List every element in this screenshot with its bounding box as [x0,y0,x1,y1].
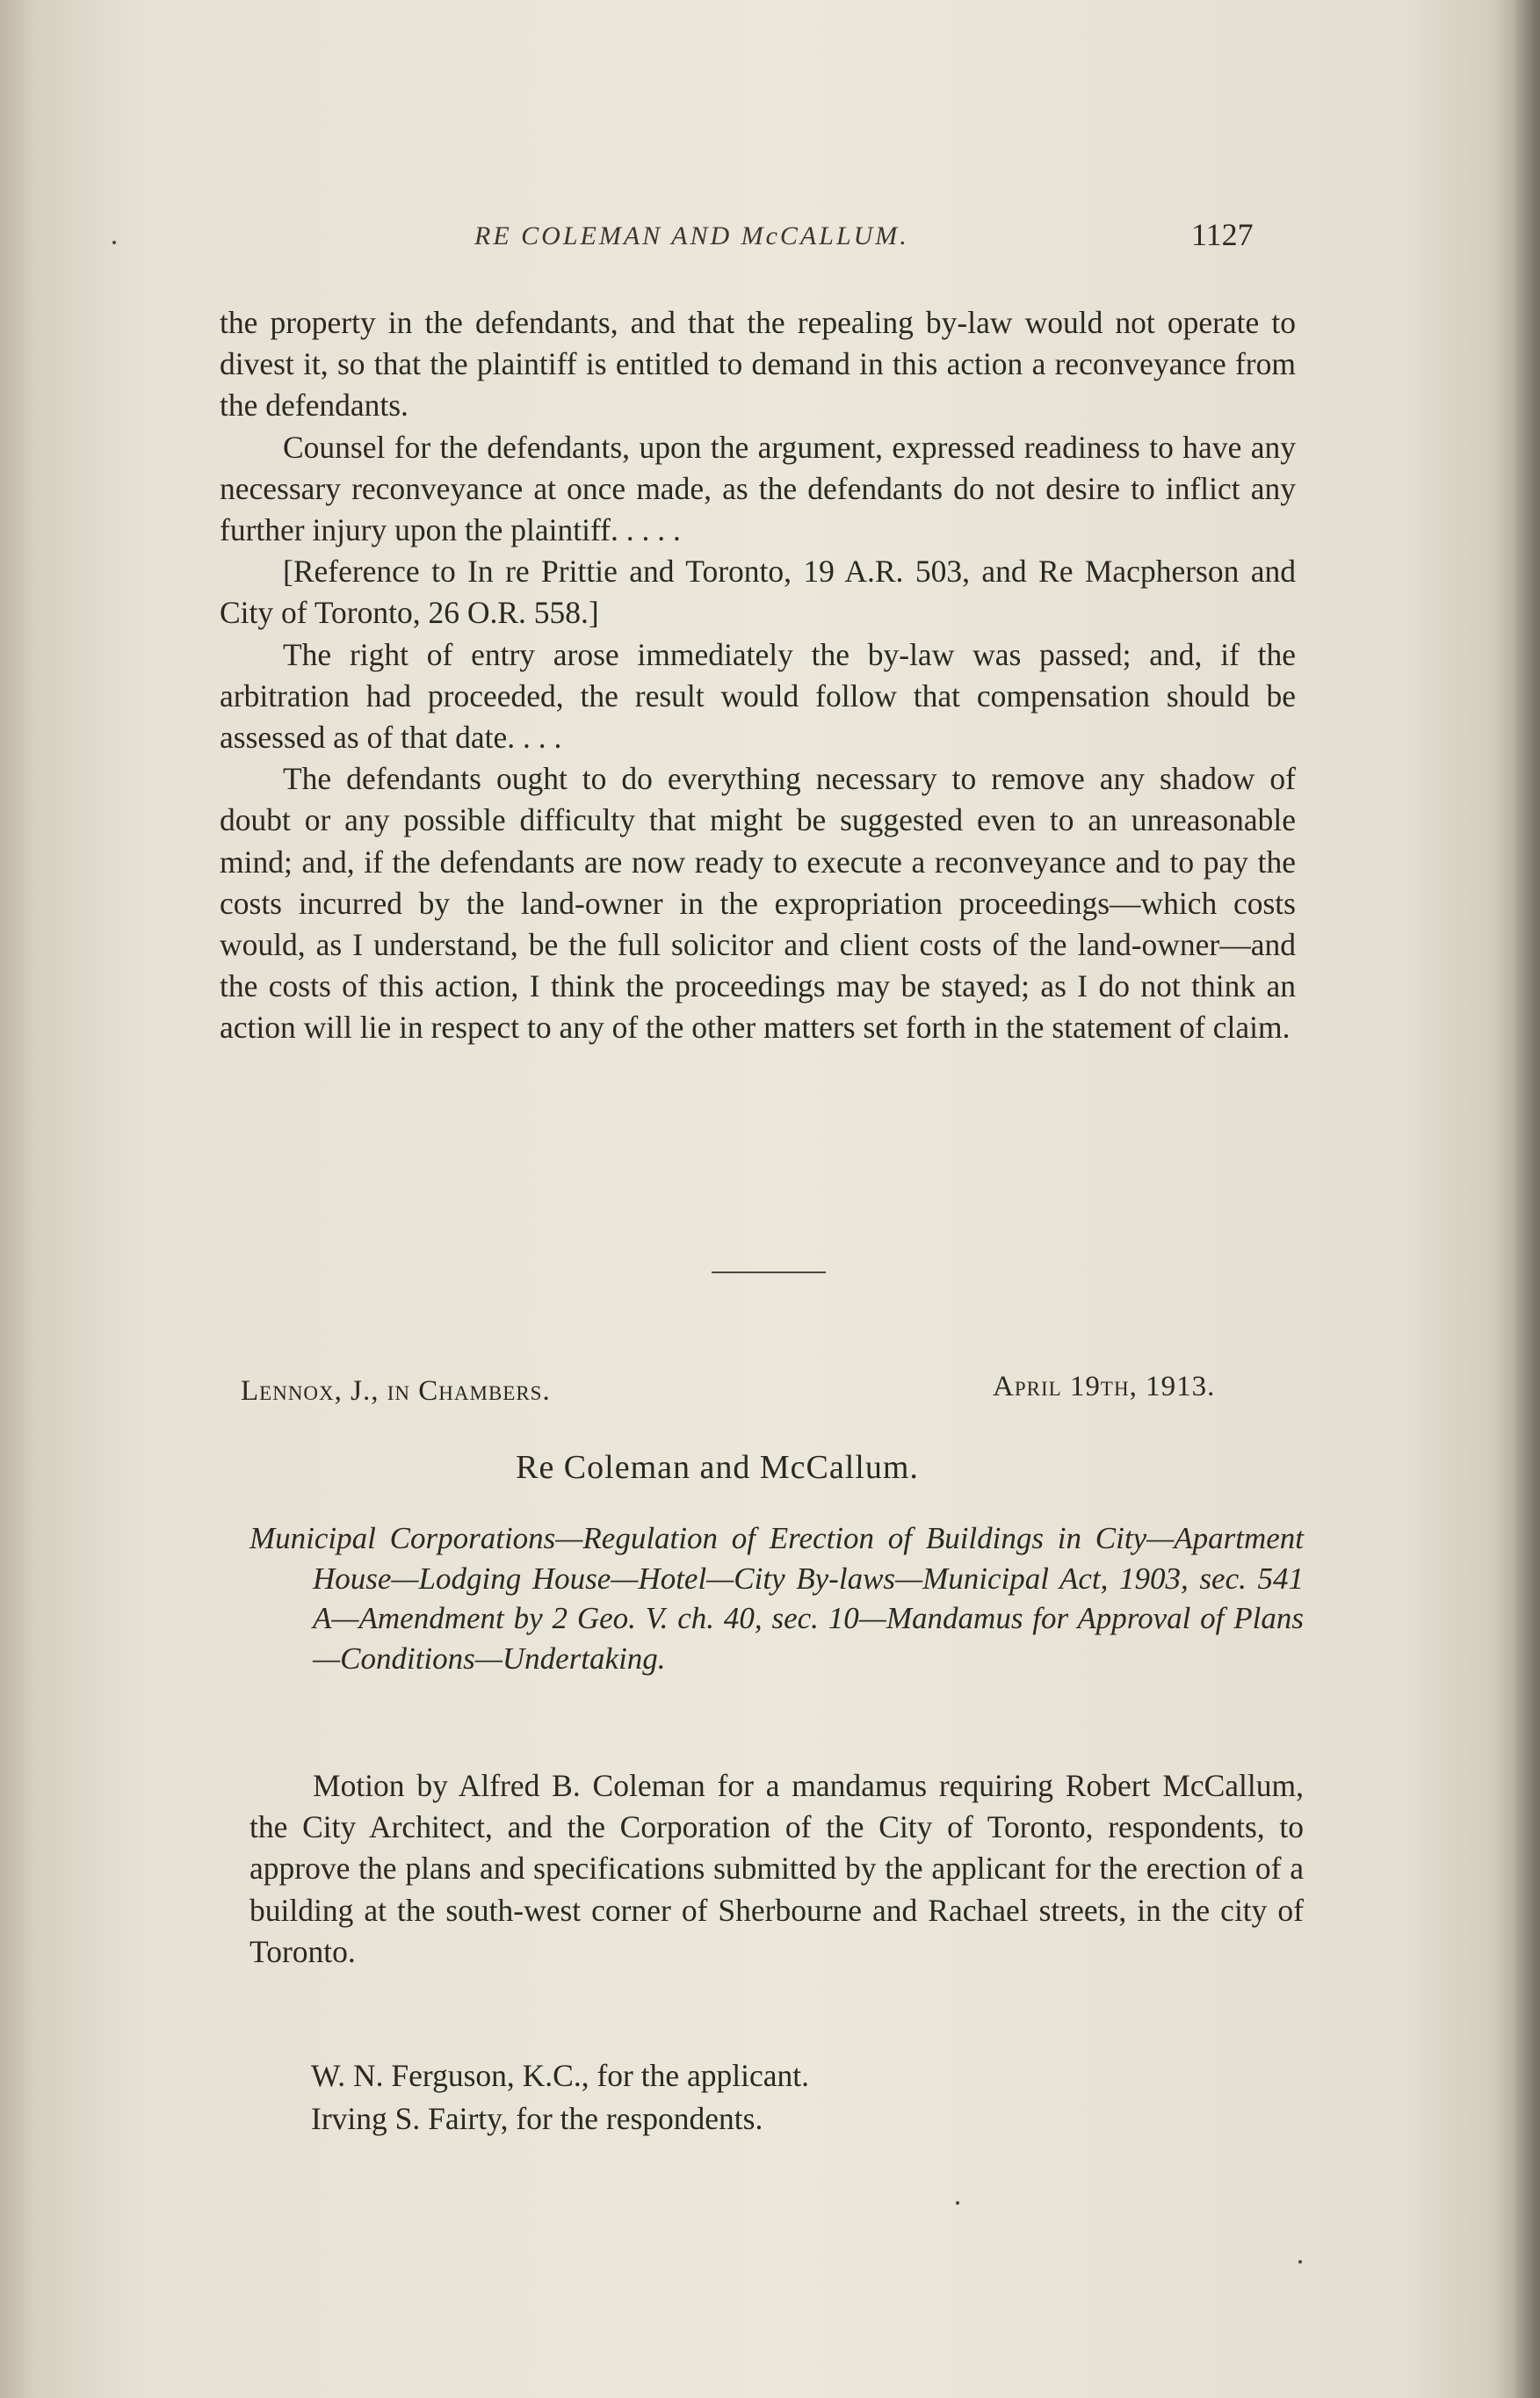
page-number: 1127 [1191,217,1254,252]
paragraph-reference: [Reference to In re Prittie and Toronto, 19 A.R. 503, and Re Macpherson and City of Toronto, 26 O.R. 558.] [220,554,1296,631]
page-edge-shadow [1513,0,1540,2398]
case-title-text: Re Coleman and McCallum. [516,1449,919,1486]
print-speck [1298,2260,1302,2264]
body-text [220,302,1296,1049]
motion-paragraph [249,1765,1304,1973]
print-speck [956,2201,959,2205]
running-head: RE COLEMAN AND McCALLUM. [474,221,909,250]
case-headnote [249,1518,1304,1678]
section-divider [712,1271,826,1273]
case-judge: Lennox, J., in Chambers. [241,1375,551,1407]
print-speck [112,241,116,244]
headnote-text: Municipal Corporations—Regulation of Erection of Buildings in City—Apartment House—Lodging House—Hotel—City By-laws—Municipal Act, 1903, sec. 541 A—Amendment by 2 Geo. V. ch. 40, sec. 10—Mandamus for Approval of Plans—Conditions—Undertaking. [249,1521,1304,1676]
counsel-respondents: Irving S. Fairty, for the respondents. [311,2101,763,2136]
motion-text: Motion by Alfred B. Coleman for a mandamus requiring Robert McCallum, the City Architect, and the Corporation of the City of Toronto, respondents, to approve the plans and specifications submitted by the applicant for the erection of a building at the south-west corner of Sherbourne and Rachael streets, in the city of Toronto. [249,1768,1304,1969]
counsel-applicant: W. N. Ferguson, K.C., for the applicant. [311,2058,809,2093]
paragraph-counsel-readiness: Counsel for the defendants, upon the argument, expressed readiness to have any necessary reconveyance at once made, as the defendants do not desire to inflict any further injury upon the plaintiff. . . . . [220,429,1296,548]
paragraph-continuation: the property in the defendants, and that the repealing by-law would not operate to divest it, so that the plaintiff is entitled to demand in this action a reconveyance from the defendants. [220,305,1296,424]
paragraph-right-of-entry: The right of entry arose immediately the by-law was passed; and, if the arbitration had proceeded, the result would follow that compensation should be assessed as of that date. . . . [220,636,1296,756]
paragraph-conclusion: The defendants ought to do everything necessary to remove any shadow of doubt or any possible difficulty that might be suggested even to an unreasonable mind; and, if the defendants are now ready to execute a reconveyance and to pay the costs incurred by the land-owner in the expropriation proceedings—which costs would, as I understand, be the full solicitor and client costs of the land-owner—and the costs of this action, I think the proceedings may be stayed; as I do not think an action will lie in respect to any of the other matters set forth in the statement of claim. [220,761,1296,1046]
case-date: April 19th, 1913. [993,1371,1216,1402]
case-title [0,1448,1540,1487]
